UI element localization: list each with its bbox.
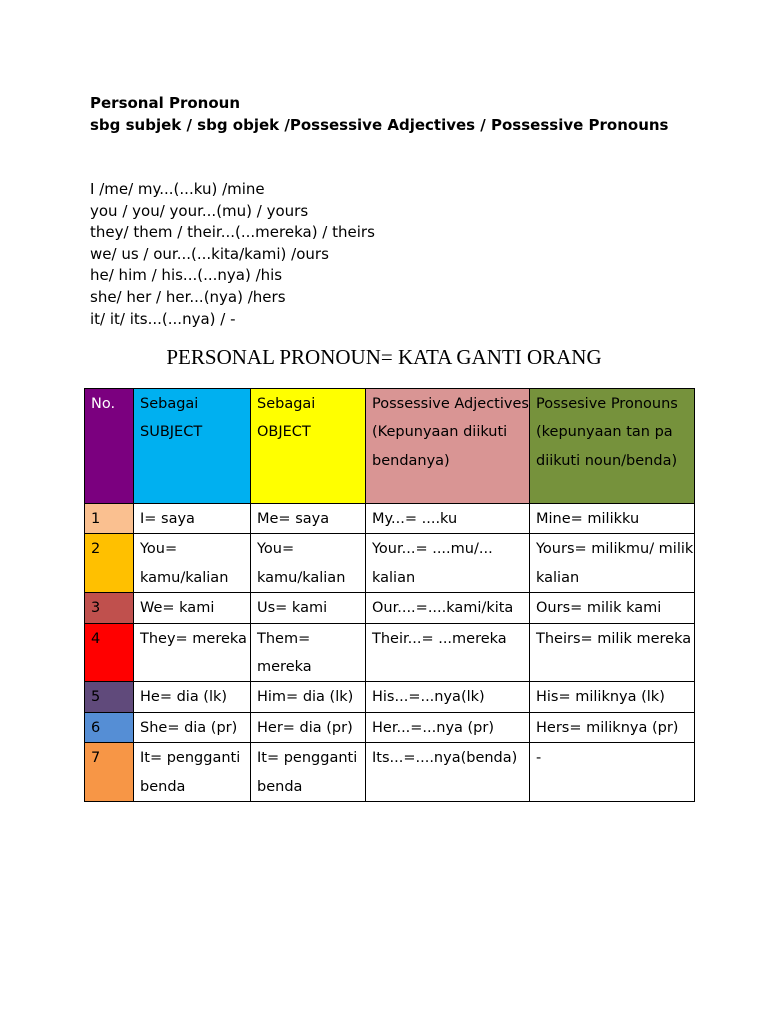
pronoun-list-item: he/ him / his...(...nya) /his [90, 266, 283, 285]
document-heading [90, 93, 690, 136]
object-cell: It= pengganti benda [251, 743, 366, 802]
possessive-adjective-cell: His...=...nya(lk) [366, 682, 530, 712]
subject-cell: She= dia (pr) [134, 712, 251, 742]
possessive-adjective-cell: Their...= ...mereka [366, 623, 530, 682]
row-number-cell: 4 [85, 623, 134, 682]
object-cell: Him= dia (lk) [251, 682, 366, 712]
object-cell: Us= kami [251, 593, 366, 623]
possessive-pronoun-cell: His= miliknya (lk) [530, 682, 695, 712]
possessive-pronoun-cell: - [530, 743, 695, 802]
pronoun-list [90, 179, 375, 330]
table-row [85, 712, 695, 742]
header-object: Sebagai OBJECT [251, 389, 366, 504]
possessive-adjective-cell: Your...= ....mu/... kalian [366, 534, 530, 593]
heading-title: Personal Pronoun [90, 94, 240, 112]
header-possessive-adjectives: Possessive Adjectives (Kepunyaan diikuti bendanya) [366, 389, 530, 504]
object-cell: Her= dia (pr) [251, 712, 366, 742]
pronoun-list-item: you / you/ your...(mu) / yours [90, 201, 309, 220]
table-row [85, 593, 695, 623]
table-row [85, 743, 695, 802]
possessive-adjective-cell: My...= ....ku [366, 504, 530, 534]
subject-cell: They= mereka [134, 623, 251, 682]
possessive-adjective-cell: Her...=...nya (pr) [366, 712, 530, 742]
possessive-pronoun-cell: Yours= milikmu/ milik kalian [530, 534, 695, 593]
object-cell: Them= mereka [251, 623, 366, 682]
header-no: No. [85, 389, 134, 504]
row-number-cell: 6 [85, 712, 134, 742]
table-row [85, 623, 695, 682]
pronoun-list-item: they/ them / their...(...mereka) / theirs [90, 223, 375, 242]
possessive-adjective-cell: Our....=....kami/kita [366, 593, 530, 623]
subject-cell: I= saya [134, 504, 251, 534]
pronoun-list-item: she/ her / her...(nya) /hers [90, 287, 286, 306]
row-number-cell: 3 [85, 593, 134, 623]
object-cell: Me= saya [251, 504, 366, 534]
subject-cell: You= kamu/kalian [134, 534, 251, 593]
row-number-cell: 2 [85, 534, 134, 593]
pronoun-table [84, 388, 695, 802]
row-number-cell: 7 [85, 743, 134, 802]
subject-cell: We= kami [134, 593, 251, 623]
subject-cell: It= pengganti benda [134, 743, 251, 802]
subject-cell: He= dia (lk) [134, 682, 251, 712]
row-number-cell: 5 [85, 682, 134, 712]
table-title: PERSONAL PRONOUN= KATA GANTI ORANG [166, 345, 602, 369]
table-row [85, 534, 695, 593]
pronoun-list-item: I /me/ my...(...ku) /mine [90, 180, 265, 198]
possessive-pronoun-cell: Hers= miliknya (pr) [530, 712, 695, 742]
pronoun-list-item: it/ it/ its...(...nya) / - [90, 309, 236, 328]
table-row [85, 682, 695, 712]
table-header-row [85, 389, 695, 504]
header-subject: Sebagai SUBJECT [134, 389, 251, 504]
possessive-adjective-cell: Its...=....nya(benda) [366, 743, 530, 802]
header-possessive-pronouns: Possesive Pronouns (kepunyaan tan pa diikuti noun/benda) [530, 389, 695, 504]
object-cell: You= kamu/kalian [251, 534, 366, 593]
possessive-pronoun-cell: Ours= milik kami [530, 593, 695, 623]
pronoun-list-item: we/ us / our...(...kita/kami) /ours [90, 244, 329, 263]
heading-subtitle: sbg subjek / sbg objek /Possessive Adjectives / Possessive Pronouns [90, 115, 669, 134]
table-row [85, 504, 695, 534]
row-number-cell: 1 [85, 504, 134, 534]
possessive-pronoun-cell: Mine= milikku [530, 504, 695, 534]
possessive-pronoun-cell: Theirs= milik mereka [530, 623, 695, 682]
